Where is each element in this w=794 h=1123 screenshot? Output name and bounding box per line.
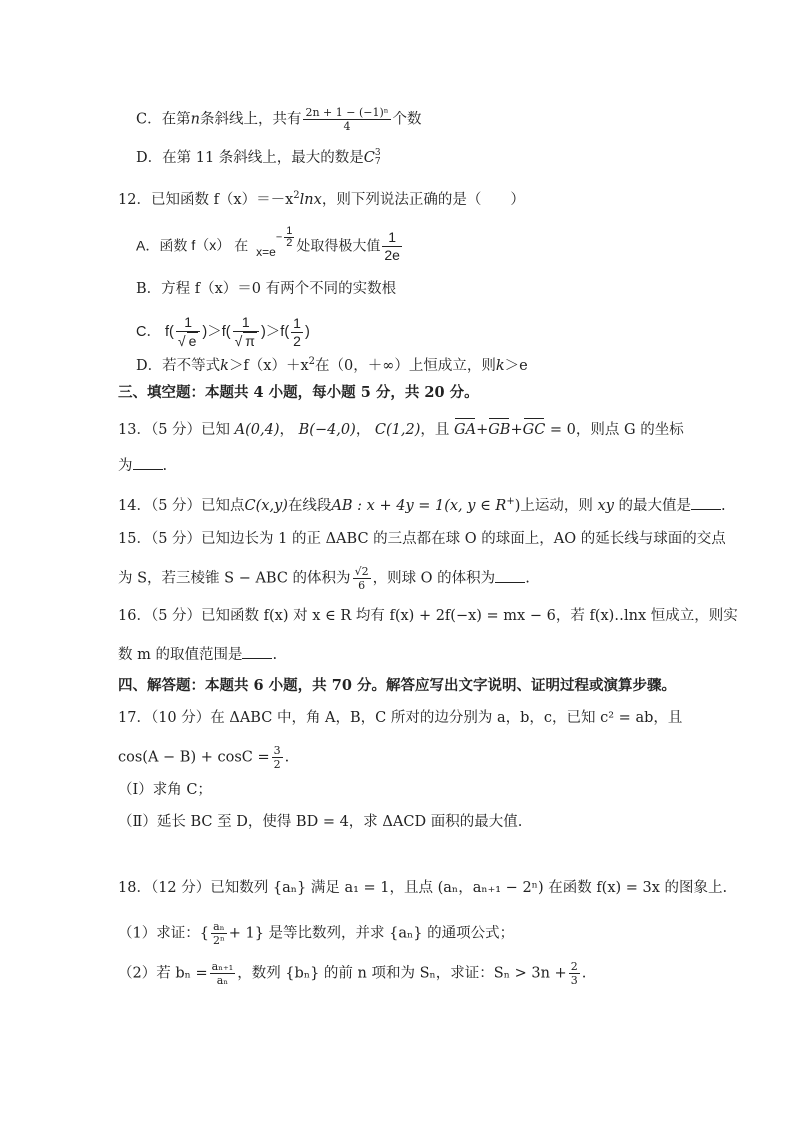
text: 个数 bbox=[392, 111, 422, 128]
vector-ga: GA bbox=[454, 422, 477, 438]
text: ( bbox=[225, 323, 231, 340]
sub: 7 bbox=[374, 157, 381, 167]
answer-blank bbox=[495, 568, 525, 583]
text: x=e bbox=[256, 245, 276, 260]
text: k bbox=[495, 357, 505, 374]
exponent bbox=[276, 226, 297, 249]
fraction bbox=[284, 226, 294, 249]
section-heading-fill-in: 三、填空题：本题共 4 小题，每小题 5 分，共 20 分。 bbox=[118, 384, 479, 401]
text: f bbox=[165, 323, 170, 340]
text: . bbox=[721, 497, 726, 514]
text: 条斜线上，共有 bbox=[199, 111, 302, 128]
text: ，且 bbox=[420, 422, 450, 438]
q12-option-a bbox=[136, 226, 404, 264]
text: 为 S，若三棱锥 S − ABC 的体积为 bbox=[118, 570, 351, 587]
text: 为 bbox=[118, 458, 133, 474]
q17-part1: （Ⅰ）求角 C； bbox=[118, 782, 212, 798]
text: AB : x + 4y = 1(x, y ∈ R bbox=[331, 497, 507, 514]
vector-gb: GB bbox=[488, 422, 511, 438]
numerator: aₙ bbox=[211, 920, 227, 934]
vector-gc: GC bbox=[522, 422, 546, 438]
answer-blank bbox=[242, 644, 272, 659]
text: n bbox=[190, 111, 200, 128]
text: ( bbox=[169, 323, 174, 340]
text: 14．（5 分）已知点 bbox=[118, 497, 245, 514]
text: 2 bbox=[293, 190, 300, 201]
text: − bbox=[275, 231, 283, 244]
q11-option-c bbox=[136, 106, 422, 133]
text: ，数列 {bₙ} 的前 n 项和为 Sₙ，求证：Sₙ > 3n + bbox=[237, 965, 567, 982]
text: ＞e bbox=[504, 357, 528, 374]
text: + bbox=[510, 422, 523, 438]
numerator: 3 bbox=[273, 744, 281, 757]
text: cos(A − B) + cosC = bbox=[118, 749, 270, 766]
q17-part2: （Ⅱ）延长 BC 至 D，使得 BD = 4，求 ΔACD 面积的最大值. bbox=[118, 814, 523, 830]
text: ＞ bbox=[265, 323, 281, 340]
denominator: 4 bbox=[343, 120, 351, 133]
text: ) bbox=[202, 323, 208, 340]
fraction bbox=[176, 314, 200, 350]
text: 13．（5 分）已知 bbox=[118, 422, 231, 438]
text: B．方程 f（x）＝0 有两个不同的实数根 bbox=[136, 281, 397, 297]
text: k bbox=[220, 357, 229, 374]
text: A．函数 bbox=[136, 237, 188, 254]
fraction bbox=[233, 314, 259, 350]
text: . bbox=[272, 647, 278, 663]
denominator: 6 bbox=[358, 579, 366, 592]
text: f（x） bbox=[191, 237, 231, 254]
fraction bbox=[272, 744, 283, 771]
text: . bbox=[162, 458, 168, 474]
denominator: 2ⁿ bbox=[212, 934, 225, 947]
text: 2 bbox=[308, 356, 316, 367]
text: . bbox=[581, 965, 587, 982]
numerator: √2 bbox=[354, 565, 369, 578]
text: （1）求证：{ bbox=[118, 925, 209, 942]
denominator: √ e bbox=[177, 333, 197, 349]
text: f bbox=[280, 323, 285, 340]
fraction bbox=[382, 229, 402, 264]
text: + bbox=[506, 496, 515, 507]
text: ＞ bbox=[207, 323, 222, 340]
denominator: 2e bbox=[384, 247, 400, 264]
text: f bbox=[221, 323, 226, 340]
q13-line1 bbox=[118, 420, 684, 440]
text: ( bbox=[284, 323, 290, 340]
text: ，则下列说法正确的是（ ） bbox=[321, 191, 525, 208]
numerator: 1 bbox=[382, 229, 402, 247]
text: C．在第 bbox=[136, 111, 191, 128]
q15-line2 bbox=[118, 565, 530, 592]
text: 数 m 的取值范围是 bbox=[118, 647, 243, 663]
text: C． bbox=[136, 323, 161, 340]
numerator: 1 bbox=[233, 314, 259, 332]
text: xy bbox=[597, 497, 614, 514]
numerator: 2 bbox=[570, 960, 578, 973]
q13-line2 bbox=[118, 455, 167, 476]
text: （2）若 bₙ = bbox=[118, 965, 208, 982]
radicand: e bbox=[188, 333, 197, 349]
text: C(x,y) bbox=[244, 497, 288, 514]
text: ，则点 G 的坐标 bbox=[575, 422, 684, 438]
text: C(1,2) bbox=[374, 422, 421, 438]
text: 上运动，则 bbox=[520, 497, 593, 514]
numerator: aₙ₊₁ bbox=[211, 960, 234, 973]
text: 在 bbox=[234, 237, 249, 254]
fraction bbox=[211, 920, 227, 947]
q15-line1: 15．（5 分）已知边长为 1 的正 ΔABC 的三点都在球 O 的球面上，AO 的延长线与球面的交点 bbox=[118, 531, 726, 547]
text: ，则球 O 的体积为 bbox=[372, 570, 496, 587]
q12-option-d bbox=[136, 352, 528, 376]
text: + 1} 是等比数列，并求 {aₙ} 的通项公式； bbox=[228, 925, 515, 942]
q11-option-d bbox=[136, 148, 381, 168]
q12-option-c bbox=[136, 314, 310, 350]
text: A(0,4) bbox=[234, 422, 280, 438]
text: ) bbox=[514, 497, 521, 514]
text: f（x）＝－x bbox=[213, 191, 294, 208]
q16-line1: 16．（5 分）已知函数 f(x) 对 x ∈ R 均有 f(x) + 2f(−x) = mx − 6，若 f(x)‥lnx 恒成立，则实 bbox=[118, 608, 738, 624]
text: 12．已知函数 bbox=[118, 191, 209, 208]
text: 在线段 bbox=[287, 497, 332, 514]
numerator: 1 bbox=[293, 314, 301, 331]
q16-line2 bbox=[118, 644, 277, 665]
combination-indices bbox=[375, 149, 381, 167]
answer-blank bbox=[691, 495, 721, 510]
q12-option-b bbox=[136, 279, 396, 299]
text: = 0 bbox=[549, 422, 576, 438]
text: + bbox=[476, 422, 489, 438]
text: . bbox=[284, 749, 290, 766]
text: lnx bbox=[299, 191, 322, 208]
sup: 3 bbox=[374, 148, 381, 158]
text: 处取得极大值 bbox=[296, 237, 381, 254]
numerator: 2n + 1 − (−1)ⁿ bbox=[305, 106, 389, 119]
denominator: 2 bbox=[286, 237, 293, 249]
text: ， bbox=[355, 422, 371, 438]
text: ) bbox=[304, 323, 310, 340]
q18-part1 bbox=[118, 920, 514, 947]
denominator: 3 bbox=[570, 974, 578, 987]
denominator: 2 bbox=[273, 758, 281, 771]
text: . bbox=[525, 570, 530, 587]
q18-line1: 18．（12 分）已知数列 {aₙ} 满足 a₁ = 1，且点 (aₙ，aₙ₊₁ − 2ⁿ) 在函数 f(x) = 3x 的图象上. bbox=[118, 880, 728, 896]
numerator: 1 bbox=[176, 314, 200, 332]
text: ) bbox=[260, 323, 266, 340]
answer-blank bbox=[133, 455, 163, 470]
fraction bbox=[210, 960, 236, 987]
text: 的最大值是 bbox=[618, 497, 691, 514]
denominator: 2 bbox=[293, 332, 301, 349]
text: B(−4,0) bbox=[298, 422, 356, 438]
combination-symbol: C bbox=[363, 150, 375, 166]
denominator: √ π bbox=[234, 333, 255, 349]
text: ， bbox=[279, 422, 295, 438]
q14 bbox=[118, 492, 726, 516]
q17-line2 bbox=[118, 744, 289, 771]
fraction bbox=[353, 565, 371, 592]
fraction bbox=[291, 315, 303, 350]
text: D．若不等式 bbox=[136, 357, 221, 374]
radicand: π bbox=[245, 333, 255, 349]
q12-stem bbox=[118, 186, 525, 210]
fraction bbox=[303, 106, 390, 133]
numerator: 1 bbox=[286, 225, 293, 237]
denominator: aₙ bbox=[216, 974, 229, 987]
fraction bbox=[569, 960, 580, 987]
text: ＞f（x）＋x bbox=[228, 357, 309, 374]
text: D．在第 11 条斜线上，最大的数是 bbox=[136, 150, 364, 166]
text: 在（0，＋∞）上恒成立，则 bbox=[315, 357, 496, 374]
q18-part2 bbox=[118, 960, 586, 987]
section-heading-solutions: 四、解答题：本题共 6 小题，共 70 分。解答应写出文字说明、证明过程或演算步骤。 bbox=[118, 677, 676, 694]
q17-line1: 17．（10 分）在 ΔABC 中，角 A，B，C 所对的边分别为 a，b，c，已知 c² = ab，且 bbox=[118, 710, 683, 726]
